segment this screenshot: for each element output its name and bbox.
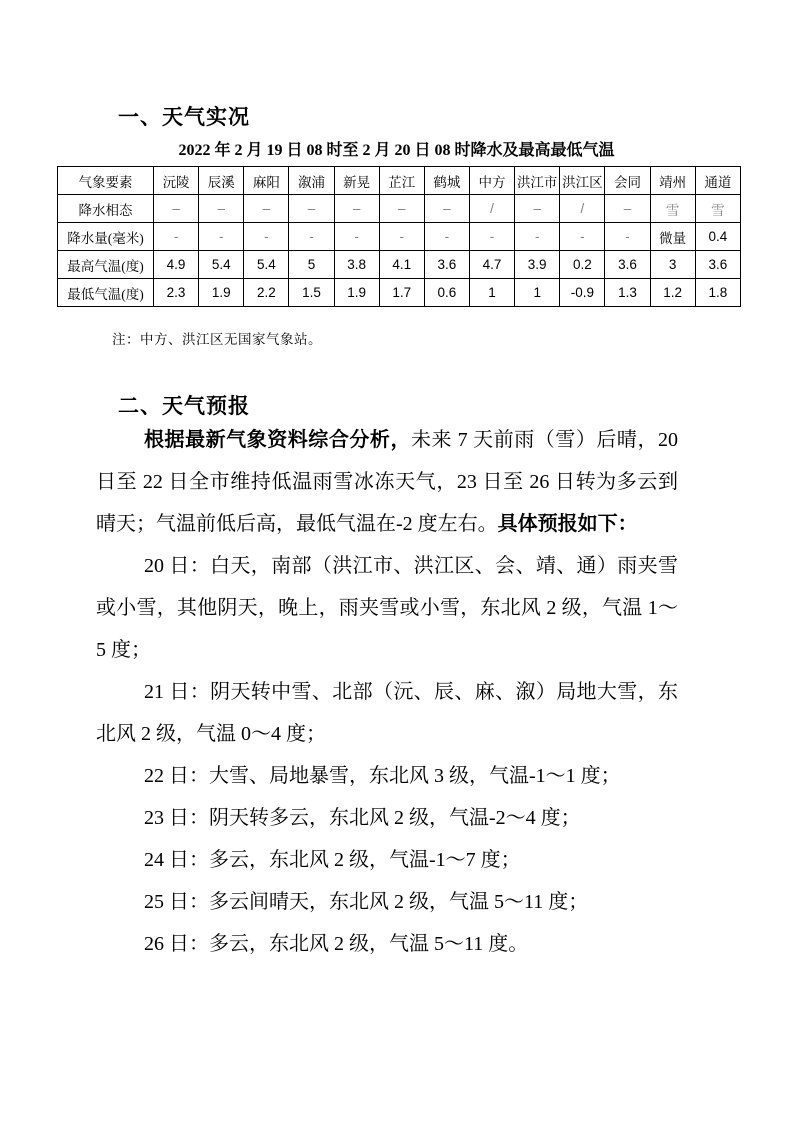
forecast-day-paragraph: 20 日：白天，南部（洪江市、洪江区、会、靖、通）雨夹雪或小雪，其他阴天，晚上，雨夹雪或小雪，东北风 2 级，气温 1～5 度； — [96, 555, 678, 661]
table-cell: 3.6 — [424, 251, 469, 279]
table-header-cell: 洪江市 — [515, 167, 560, 195]
table-cell: 3.6 — [695, 251, 740, 279]
table-cell: - — [154, 223, 199, 251]
table-row-max-temp — [58, 251, 741, 279]
forecast-body — [96, 419, 678, 965]
table-cell: - — [469, 223, 514, 251]
table-header-cell: 新晃 — [334, 167, 379, 195]
table-cell: 3.6 — [605, 251, 650, 279]
table-header-cell: 中方 — [469, 167, 514, 195]
table-header-cell: 通道 — [695, 167, 740, 195]
table-cell: 0.6 — [424, 279, 469, 307]
table-cell: 3.8 — [334, 251, 379, 279]
row-label: 降水相态 — [58, 195, 154, 223]
table-header-cell: 气象要素 — [58, 167, 154, 195]
table-cell: 4.9 — [154, 251, 199, 279]
section1-heading: 一、天气实况 — [118, 105, 250, 129]
table-cell: / — [560, 195, 605, 223]
forecast-day-paragraph: 22 日：大雪、局地暴雪，东北风 3 级，气温-1～1 度； — [144, 765, 621, 787]
table-cell: 5.4 — [199, 251, 244, 279]
table-header-cell: 洪江区 — [560, 167, 605, 195]
table-cell: – — [424, 195, 469, 223]
table-cell: 3 — [650, 251, 695, 279]
section2-heading: 二、天气预报 — [118, 394, 250, 418]
table-cell: 雪 — [695, 195, 740, 223]
table-cell: – — [154, 195, 199, 223]
table-cell: 1.5 — [289, 279, 334, 307]
forecast-day-paragraph: 25 日：多云间晴天，东北风 2 级，气温 5～11 度； — [144, 891, 589, 913]
table-cell: - — [424, 223, 469, 251]
table-header-cell: 会同 — [605, 167, 650, 195]
table-cell: – — [379, 195, 424, 223]
table-cell: 1.2 — [650, 279, 695, 307]
table-cell: 4.7 — [469, 251, 514, 279]
forecast-day-paragraph: 24 日：多云，东北风 2 级，气温-1～7 度； — [144, 849, 521, 871]
table-cell: 1.9 — [334, 279, 379, 307]
table-header-row — [58, 167, 741, 195]
row-label: 降水量(毫米) — [58, 223, 154, 251]
forecast-day-paragraph: 26 日：多云，东北风 2 级，气温 5～11 度。 — [144, 933, 529, 955]
table-cell: – — [605, 195, 650, 223]
table-cell: – — [334, 195, 379, 223]
table-cell: - — [605, 223, 650, 251]
intro-bold-tail: 具体预报如下： — [497, 513, 638, 535]
table-header-cell: 溆浦 — [289, 167, 334, 195]
table-cell: 4.1 — [379, 251, 424, 279]
table-cell: - — [379, 223, 424, 251]
forecast-intro-paragraph — [96, 419, 678, 545]
table-cell: - — [560, 223, 605, 251]
table-cell: 0.2 — [560, 251, 605, 279]
table-cell: – — [289, 195, 334, 223]
table-cell: – — [199, 195, 244, 223]
table-cell: / — [469, 195, 514, 223]
table-cell: - — [334, 223, 379, 251]
table-cell: - — [289, 223, 334, 251]
table-cell: - — [244, 223, 289, 251]
table-header-cell: 沅陵 — [154, 167, 199, 195]
table-cell: 1 — [469, 279, 514, 307]
table-cell: - — [515, 223, 560, 251]
forecast-day-paragraph: 23 日：阴天转多云，东北风 2 级，气温-2～4 度； — [144, 807, 581, 829]
table-cell: 2.2 — [244, 279, 289, 307]
table-cell: 微量 — [650, 223, 695, 251]
table-header-cell: 芷江 — [379, 167, 424, 195]
table-row-min-temp — [58, 279, 741, 307]
table-cell: 雪 — [650, 195, 695, 223]
table-cell: 1 — [515, 279, 560, 307]
table-header-cell: 靖州 — [650, 167, 695, 195]
table-cell: 1.8 — [695, 279, 740, 307]
row-label: 最高气温(度) — [58, 251, 154, 279]
intro-bold-lead: 根据最新气象资料综合分析， — [144, 429, 411, 451]
table-cell: -0.9 — [560, 279, 605, 307]
row-label: 最低气温(度) — [58, 279, 154, 307]
table-cell: 3.9 — [515, 251, 560, 279]
table-cell: 5.4 — [244, 251, 289, 279]
table-cell: 2.3 — [154, 279, 199, 307]
table-cell: – — [515, 195, 560, 223]
intro-body: 未来 7 天前雨（雪）后晴，20 日至 22 日全市维持低温雨雪冰冻天气，23 日至 26 日转为多云到晴天；气温前低后高，最低气温在-2 度左右。 — [96, 429, 678, 535]
table-cell: 1.7 — [379, 279, 424, 307]
table-cell: - — [199, 223, 244, 251]
table-row-precip-amount — [58, 223, 741, 251]
table-cell: 1.3 — [605, 279, 650, 307]
table-title: 2022 年 2 月 19 日 08 时至 2 月 20 日 08 时降水及最高最低气温 — [178, 142, 615, 159]
table-row-precip-phase — [58, 195, 741, 223]
weather-table — [57, 166, 741, 307]
table-header-cell: 麻阳 — [244, 167, 289, 195]
table-cell: 0.4 — [695, 223, 740, 251]
table-header-cell: 鹤城 — [424, 167, 469, 195]
table-cell: 5 — [289, 251, 334, 279]
table-header-cell: 辰溪 — [199, 167, 244, 195]
table-footnote: 注：中方、洪江区无国家气象站。 — [112, 332, 322, 347]
forecast-day-paragraph: 21 日：阴天转中雪、北部（沅、辰、麻、溆）局地大雪，东北风 2 级，气温 0～4 度； — [96, 681, 678, 745]
table-cell: 1.9 — [199, 279, 244, 307]
table-cell: – — [244, 195, 289, 223]
